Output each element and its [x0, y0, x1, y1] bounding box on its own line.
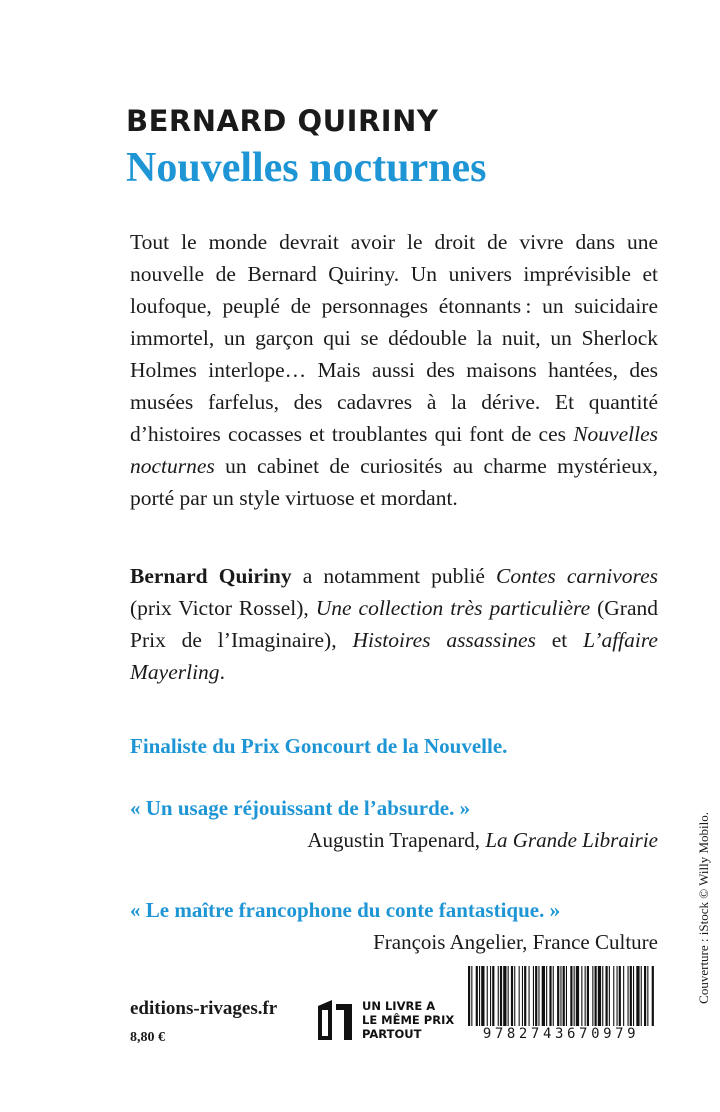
- blurb-paragraph: [130, 226, 658, 514]
- press-quote: « Le maître francophone du conte fantastique. »: [130, 898, 561, 922]
- barcode-bar: [606, 966, 608, 1026]
- barcode-bar: [481, 966, 484, 1026]
- barcode: [466, 966, 656, 1026]
- barcode-bar: [490, 966, 491, 1026]
- barcode-bar: [498, 966, 499, 1026]
- barcode-bar: [641, 966, 642, 1026]
- barcode-bar: [581, 966, 582, 1026]
- barcode-bar: [522, 966, 523, 1026]
- barcode-bar: [630, 966, 632, 1026]
- barcode-bar: [570, 966, 572, 1026]
- bio-text: .: [219, 660, 225, 684]
- blurb-text-end: un cabinet de curiosités au charme mystérieux, porté par un style virtuose et mordant.: [130, 454, 658, 510]
- barcode-bar: [533, 966, 534, 1026]
- bio-name: Bernard Quiriny: [130, 564, 292, 588]
- quote-attribution: [307, 828, 658, 853]
- attribution-text: François Angelier, France Culture: [373, 930, 658, 954]
- barcode-bar: [553, 966, 554, 1026]
- barcode-bar: [613, 966, 614, 1026]
- barcode-bar: [479, 966, 480, 1026]
- bio-book-2: Une collection très particulière: [315, 596, 591, 620]
- barcode-bar: [647, 966, 648, 1026]
- barcode-bar: [542, 966, 545, 1026]
- barcode-bar: [636, 966, 639, 1026]
- blurb-title-italic: Nouvelles nocturnes: [130, 422, 658, 478]
- author-bio: [130, 560, 658, 688]
- barcode-bar: [623, 966, 624, 1026]
- prix-unique-line: UN LIVRE A: [362, 999, 436, 1013]
- bio-text: (prix Victor Rossel),: [130, 596, 316, 620]
- barcode-bar: [529, 966, 530, 1026]
- barcode-bar: [471, 966, 472, 1026]
- barcode-bar: [602, 966, 603, 1026]
- barcode-bar: [585, 966, 586, 1026]
- barcode-bar: [511, 966, 513, 1026]
- barcode-bar: [503, 966, 506, 1026]
- quote-attribution: [373, 930, 658, 955]
- barcode-bar: [574, 966, 575, 1026]
- barcode-bar: [617, 966, 618, 1026]
- press-quote: « Un usage réjouissant de l’absurde. »: [130, 796, 471, 820]
- prix-unique-logo-icon: [316, 998, 356, 1042]
- prix-unique-label: [362, 999, 454, 1041]
- barcode-bar: [535, 966, 537, 1026]
- prix-unique-line: PARTOUT: [362, 1027, 422, 1041]
- price: 8,80 €: [130, 1030, 165, 1045]
- barcode-bar: [538, 966, 539, 1026]
- barcode-bar: [595, 966, 597, 1026]
- barcode-bar: [644, 966, 646, 1026]
- book-title: Nouvelles nocturnes: [126, 145, 487, 191]
- barcode-bar: [508, 966, 509, 1026]
- bio-text: (Grand Prix de l’Imaginaire),: [130, 596, 658, 652]
- bio-book-3: Histoires assassines: [352, 628, 536, 652]
- barcode-bar: [587, 966, 589, 1026]
- barcode-bar: [519, 966, 520, 1026]
- barcode-bar: [628, 966, 629, 1026]
- barcode-bar: [492, 966, 494, 1026]
- barcode-bar: [592, 966, 593, 1026]
- barcode-bar: [514, 966, 515, 1026]
- barcode-bar: [609, 966, 610, 1026]
- barcode-bar: [546, 966, 547, 1026]
- barcode-bar: [524, 966, 526, 1026]
- barcode-bar: [652, 966, 654, 1026]
- cover-credit: Couverture : iStock © Willy Mobilo.: [696, 812, 711, 1004]
- isbn-number: 9782743670979: [482, 1026, 640, 1042]
- barcode-bar: [500, 966, 502, 1026]
- prix-unique-line: LE MÊME PRIX: [362, 1013, 455, 1027]
- author-name: BERNARD QUIRINY: [126, 104, 439, 138]
- barcode-bar: [576, 966, 579, 1026]
- bio-book-1: Contes carnivores: [496, 564, 658, 588]
- barcode-bar: [563, 966, 565, 1026]
- barcode-bar: [557, 966, 559, 1026]
- barcode-bar: [560, 966, 561, 1026]
- publisher-website: editions-rivages.fr: [130, 998, 278, 1019]
- bio-text: et: [535, 628, 584, 652]
- barcode-bar: [633, 966, 634, 1026]
- award-finalist: Finaliste du Prix Goncourt de la Nouvelle.: [130, 734, 508, 758]
- barcode-bar: [487, 966, 488, 1026]
- barcode-bar: [476, 966, 478, 1026]
- bio-book-4: L’affaire Mayerling: [130, 628, 658, 684]
- barcode-bar: [468, 966, 470, 1026]
- attribution-text: Augustin Trapenard,: [307, 828, 486, 852]
- barcode-bar: [619, 966, 621, 1026]
- blurb-text: Tout le monde devrait avoir le droit de vivre dans une nouvelle de Bernard Quiriny. Un univers imprévisible et loufoque, peuplé de personnages étonnants : un suicidaire immortel, un garçon qui se dédouble la nuit, un Sherlock Holmes interlope… Mais aussi des maisons hantées, des musées farfelus, des cadavres à la dérive. Et quantité d’histoires cocasses et troublantes qui font de ces: [130, 230, 658, 446]
- barcode-bar: [566, 966, 567, 1026]
- bio-text: a notamment publié: [291, 564, 497, 588]
- barcode-bar: [598, 966, 601, 1026]
- attribution-show: La Grande Librairie: [485, 828, 658, 852]
- barcode-bar: [549, 966, 551, 1026]
